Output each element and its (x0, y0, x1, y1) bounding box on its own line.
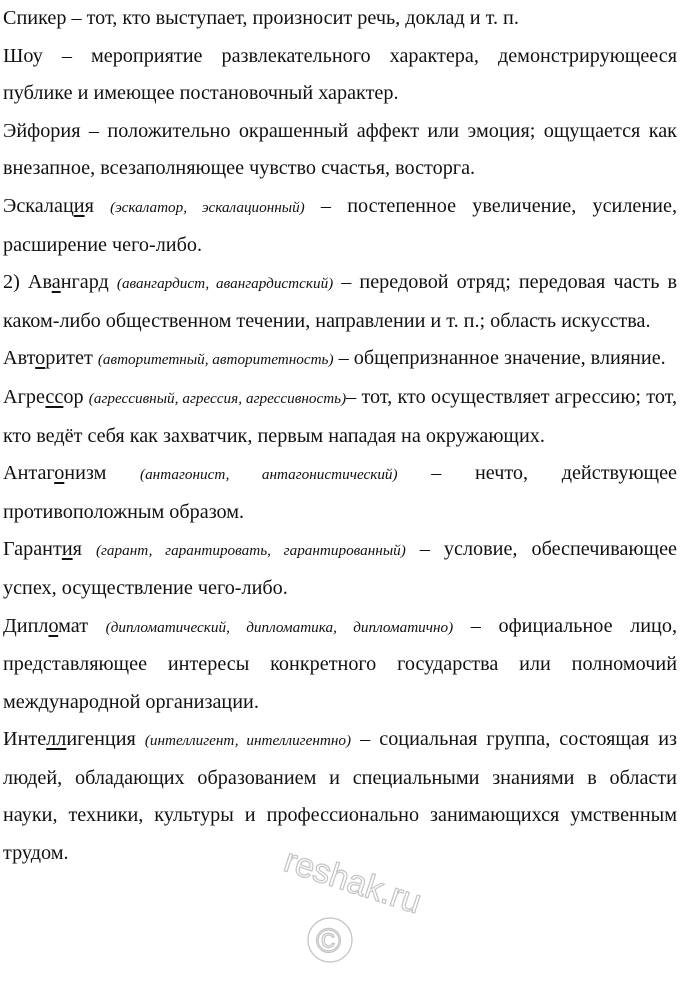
entry-term (3, 195, 94, 217)
entry-derivatives: (эскалатор, эскалационный) (110, 198, 305, 216)
document-page (3, 0, 677, 873)
term-fragment: ритет (45, 347, 93, 370)
glossary-entry (3, 38, 677, 113)
stressed-letters: лл (46, 728, 67, 751)
entry-derivatives: (интеллигент, интеллигентно) (144, 732, 352, 750)
entry-term (3, 347, 93, 369)
term-fragment: Авт (3, 347, 36, 370)
glossary-entry (3, 531, 677, 607)
glossary-entry (3, 721, 677, 872)
entry-definition: – передовой отряд; передовая часть в каком-либо общественном течении, направлении и т. п.; область искусства. (3, 271, 677, 332)
glossary-entry (3, 340, 677, 379)
watermark-text: reshak.ru (279, 841, 427, 922)
entry-definition: – постепенное увеличение, усиление, расширение чего-либо. (3, 194, 677, 256)
term-fragment: Гарант (3, 538, 62, 561)
entry-number: 2) (3, 271, 28, 294)
term-fragment: Шоу (3, 44, 43, 67)
entry-definition: – нечто, действующее противоположным образом. (3, 462, 677, 523)
term-fragment: Ав (27, 271, 52, 294)
entry-term (3, 386, 84, 408)
entry-term (28, 271, 109, 293)
entry-term (3, 615, 88, 637)
glossary-entry (3, 379, 677, 455)
stressed-letters: а (51, 271, 61, 294)
entry-definition: – мероприятие развлекательного характера, демонстрирующееся публике и имеющее постановочный характер. (3, 44, 677, 105)
entry-term (3, 120, 81, 142)
term-fragment: низм (64, 462, 107, 485)
entry-term (3, 462, 106, 484)
term-fragment: ор (63, 385, 84, 408)
glossary-entry (3, 455, 677, 531)
term-fragment: Эйфория (3, 119, 81, 142)
term-fragment: игенция (66, 728, 136, 751)
entry-derivatives: (гарант, гарантировать, гарантированный) (95, 542, 406, 560)
entry-derivatives: (дипломатический, дипломатика, дипломатично) (105, 618, 454, 636)
term-fragment: Инте (3, 728, 47, 751)
glossary-entry (3, 188, 677, 264)
entry-derivatives: (антагонист, антагонистический) (140, 466, 398, 484)
entry-definition: – тот, кто осуществляет агрессию; тот, кто ведёт себя как захватчик, первым нападая на окружающих. (3, 385, 678, 447)
entry-derivatives: (авангардист, авангардистский) (116, 275, 334, 293)
glossary-entry (3, 0, 677, 38)
term-fragment: нгард (60, 271, 109, 294)
entry-term (3, 45, 43, 67)
entry-derivatives: (агрессивный, агрессия, агрессивность) (88, 389, 347, 407)
entry-definition: – условие, обеспечивающее успех, осуществление чего-либо. (3, 538, 677, 599)
term-fragment: Эскалац (3, 194, 74, 217)
entry-definition: – официальное лицо, представляющее интересы конкретного государства или полномочий международной организации. (3, 614, 677, 713)
term-fragment: Антаг (3, 462, 55, 485)
term-fragment: Спикер (3, 7, 67, 29)
entry-definition: – социальная группа, состоящая из людей, обладающих образованием и специальными знаниями в области науки, техники, культуры и профессионально занимающихся умственным трудом. (3, 728, 677, 865)
term-fragment: я (72, 538, 82, 561)
entry-term (3, 728, 136, 750)
term-fragment: я (84, 194, 94, 217)
entry-definition: – положительно окрашенный аффект или эмоция; ощущается как внезапное, всезаполняющее чувство счастья, восторга. (3, 119, 677, 180)
entry-derivatives: (авторитетный, авторитетность) (97, 351, 334, 369)
term-fragment: мат (58, 614, 89, 637)
glossary-entry (3, 113, 677, 188)
stressed-letters: о (35, 347, 46, 370)
entry-term (3, 7, 66, 29)
term-fragment: Агре (3, 385, 46, 408)
entry-term (3, 538, 82, 560)
stressed-letters: о (54, 462, 65, 485)
glossary-entry (3, 264, 677, 340)
stressed-letters: и (73, 194, 85, 217)
entry-definition: – общепризнанное значение, влияние. (333, 347, 666, 370)
stressed-letters: и (61, 538, 73, 561)
stressed-letters: о (48, 614, 59, 637)
entry-definition: – тот, кто выступает, произносит речь, доклад и т. п. (66, 7, 519, 29)
stressed-letters: сс (45, 385, 64, 408)
watermark-copyright-symbol: © (316, 922, 342, 960)
term-fragment: Дипл (3, 614, 49, 637)
glossary-entry (3, 608, 677, 722)
